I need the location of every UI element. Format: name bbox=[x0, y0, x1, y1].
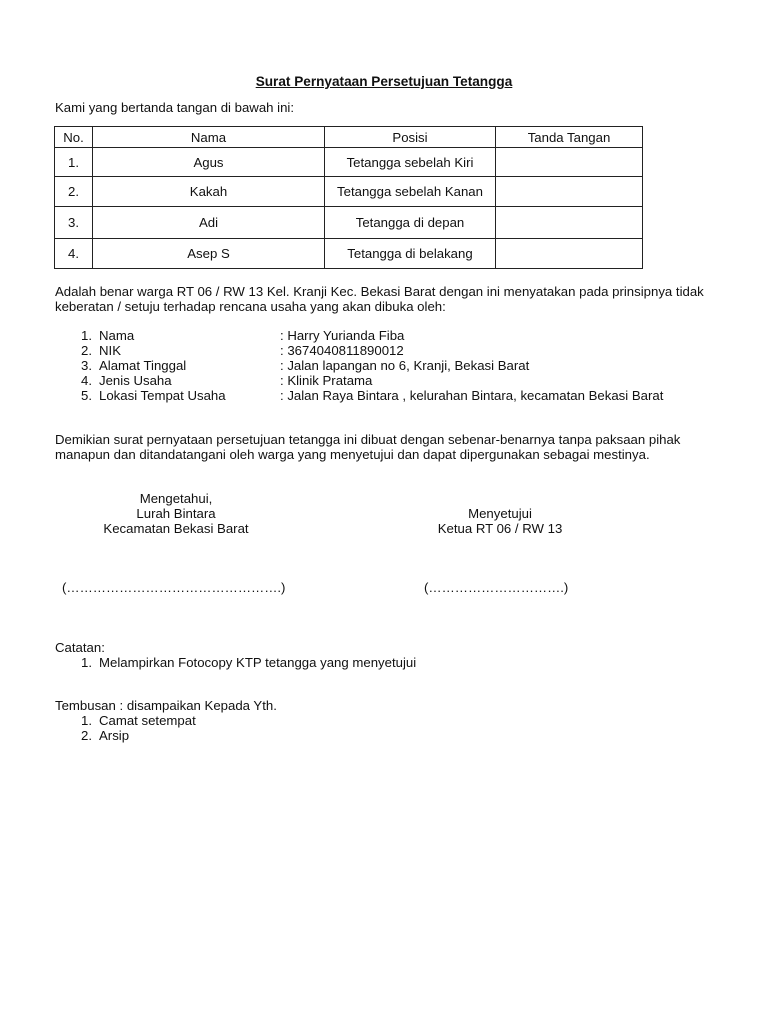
left-sign-line1: Mengetahui, bbox=[139, 491, 213, 506]
list-number: 1. bbox=[81, 655, 92, 670]
left-signature-block bbox=[60, 491, 292, 536]
list-number: 3. bbox=[81, 358, 92, 373]
header-posisi: Posisi bbox=[325, 127, 496, 148]
list-number: 4. bbox=[81, 373, 92, 388]
list-number: 1. bbox=[81, 713, 92, 728]
statement-paragraph: Adalah benar warga RT 06 / RW 13 Kel. Kranji Kec. Bekasi Barat dengan ini menyatakan pada prinsipnya tidak keberatan / setuju terhadap rencana usaha yang akan dibuka oleh: bbox=[55, 284, 704, 314]
table-row bbox=[55, 148, 643, 177]
left-sign-line3: Kecamatan Bekasi Barat bbox=[103, 521, 249, 536]
neighbors-table bbox=[54, 126, 643, 269]
cell-signature bbox=[496, 148, 643, 177]
list-number: 2. bbox=[81, 343, 92, 358]
detail-label: Lokasi Tempat Usaha bbox=[99, 388, 226, 403]
cell-nama: Agus bbox=[93, 148, 325, 177]
list-number: 1. bbox=[81, 328, 92, 343]
list-item: Melampirkan Fotocopy KTP tetangga yang menyetujui bbox=[99, 655, 417, 670]
table-header-row bbox=[55, 127, 643, 148]
table-row bbox=[55, 207, 643, 239]
cell-nama: Asep S bbox=[93, 239, 325, 269]
cell-posisi: Tetangga di depan bbox=[325, 207, 496, 239]
detail-value: : Jalan lapangan no 6, Kranji, Bekasi Barat bbox=[280, 358, 530, 373]
detail-value: : 3674040811890012 bbox=[280, 343, 404, 358]
detail-value: : Harry Yurianda Fiba bbox=[280, 328, 405, 343]
list-number: 5. bbox=[81, 388, 92, 403]
cell-nama: Adi bbox=[93, 207, 325, 239]
cell-nama: Kakah bbox=[93, 177, 325, 207]
document-title: Surat Pernyataan Persetujuan Tetangga bbox=[255, 74, 513, 89]
cell-signature bbox=[496, 207, 643, 239]
table-row bbox=[55, 239, 643, 269]
cc-title: Tembusan : disampaikan Kepada Yth. bbox=[55, 698, 277, 713]
left-sign-line2: Lurah Bintara bbox=[136, 506, 216, 521]
intro-text: Kami yang bertanda tangan di bawah ini: bbox=[55, 100, 295, 115]
header-no: No. bbox=[55, 127, 93, 148]
cell-posisi: Tetangga di belakang bbox=[325, 239, 496, 269]
list-number: 2. bbox=[81, 728, 92, 743]
cell-no: 1. bbox=[55, 148, 93, 177]
right-signature-block bbox=[400, 506, 600, 536]
detail-label: NIK bbox=[99, 343, 121, 358]
detail-label: Jenis Usaha bbox=[99, 373, 172, 388]
list-item: Camat setempat bbox=[99, 713, 196, 728]
notes-title: Catatan: bbox=[55, 640, 105, 655]
cell-posisi: Tetangga sebelah Kanan bbox=[325, 177, 496, 207]
cell-signature bbox=[496, 239, 643, 269]
cell-no: 3. bbox=[55, 207, 93, 239]
right-sign-line1: Menyetujui bbox=[468, 506, 532, 521]
closing-paragraph: Demikian surat pernyataan persetujuan tetangga ini dibuat dengan sebenar-benarnya tanpa paksaan pihak manapun dan ditandatangani oleh warga yang menyetujui dan dapat dipergunakan sebagai mestinya. bbox=[55, 432, 681, 462]
detail-label: Alamat Tinggal bbox=[99, 358, 187, 373]
right-signature-line: (………………………….) bbox=[424, 580, 569, 595]
left-signature-line: (………………………………………….) bbox=[62, 580, 286, 595]
list-item: Arsip bbox=[99, 728, 130, 743]
cell-no: 2. bbox=[55, 177, 93, 207]
table-row bbox=[55, 177, 643, 207]
detail-value: : Klinik Pratama bbox=[280, 373, 373, 388]
header-tanda-tangan: Tanda Tangan bbox=[496, 127, 643, 148]
detail-label: Nama bbox=[99, 328, 135, 343]
cell-posisi: Tetangga sebelah Kiri bbox=[325, 148, 496, 177]
right-sign-line2: Ketua RT 06 / RW 13 bbox=[437, 521, 563, 536]
detail-value: : Jalan Raya Bintara , kelurahan Bintara, kecamatan Bekasi Barat bbox=[280, 388, 664, 403]
cell-signature bbox=[496, 177, 643, 207]
header-nama: Nama bbox=[93, 127, 325, 148]
cell-no: 4. bbox=[55, 239, 93, 269]
